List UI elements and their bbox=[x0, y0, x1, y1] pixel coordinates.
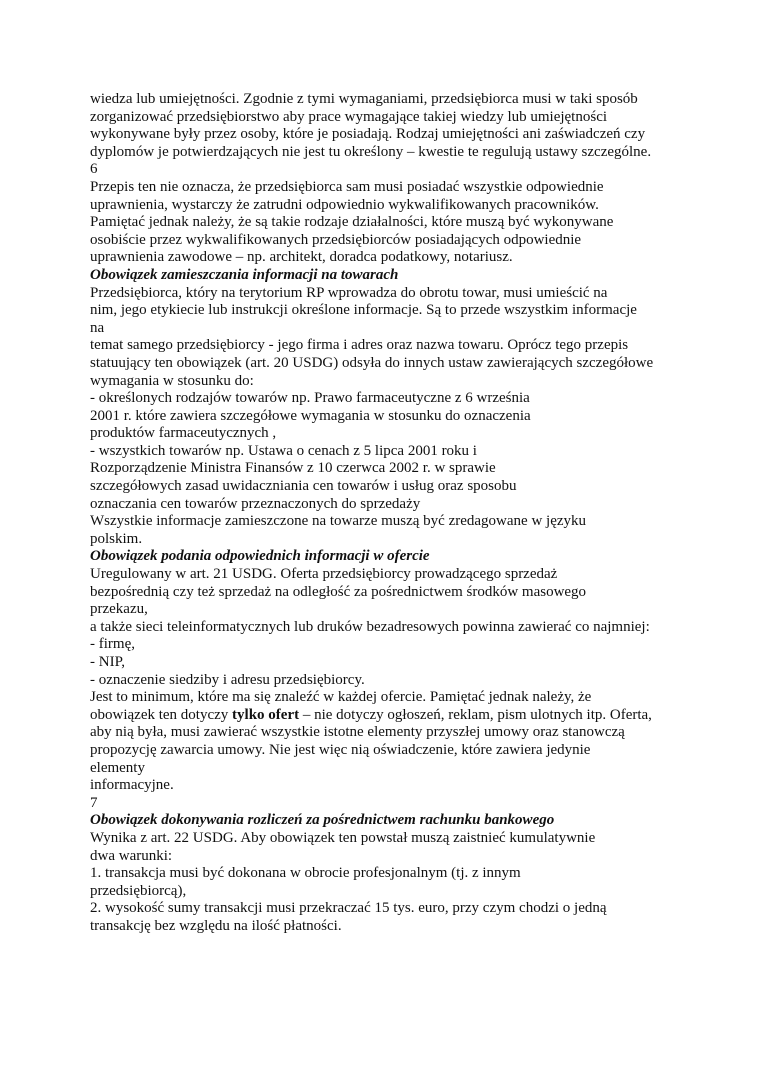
text-segment: – nie dotyczy ogłoszeń, reklam, pism ulotnych itp. Oferta, bbox=[299, 706, 652, 723]
text-line: Pamiętać jednak należy, że są takie rodzaje działalności, które muszą być wykonywane bbox=[90, 214, 614, 231]
text-line: oznaczania cen towarów przeznaczonych do sprzedaży bbox=[90, 495, 421, 512]
text-line: statuujący ten obowiązek (art. 20 USDG) odsyła do innych ustaw zawierających szczegółowe bbox=[90, 354, 654, 371]
section-heading-goods-information: Obowiązek zamieszczania informacji na towarach bbox=[90, 266, 399, 283]
list-item: - firmę, bbox=[90, 636, 135, 653]
text-line: uprawnienia, wystarczy że zatrudni odpowiednio wykwalifikowanych pracowników. bbox=[90, 196, 599, 213]
text-line-with-emphasis bbox=[90, 707, 690, 725]
text-line: szczegółowych zasad uwidaczniania cen towarów i usług oraz sposobu bbox=[90, 478, 517, 495]
text-line: Przepis ten nie oznacza, że przedsiębiorca sam musi posiadać wszystkie odpowiednie bbox=[90, 178, 604, 195]
text-line: elementy bbox=[90, 759, 145, 776]
text-line: Uregulowany w art. 21 USDG. Oferta przedsiębiorcy prowadzącego sprzedaż bbox=[90, 566, 558, 583]
text-line: 2001 r. które zawiera szczegółowe wymagania w stosunku do oznaczenia bbox=[90, 407, 531, 424]
emphasis-only-offers: tylko ofert bbox=[232, 706, 300, 723]
section-heading-bank-settlements: Obowiązek dokonywania rozliczeń za pośrednictwem rachunku bankowego bbox=[90, 812, 555, 829]
section-heading-offer-information: Obowiązek podania odpowiednich informacji w ofercie bbox=[90, 548, 430, 565]
text-line: temat samego przedsiębiorcy - jego firma i adres oraz nazwa towaru. Oprócz tego przepis bbox=[90, 337, 629, 354]
text-line: Przedsiębiorca, który na terytorium RP wprowadza do obrotu towar, musi umieścić na bbox=[90, 284, 608, 301]
text-line: Jest to minimum, które ma się znaleźć w każdej ofercie. Pamiętać jednak należy, że bbox=[90, 689, 592, 706]
text-line: Wynika z art. 22 USDG. Aby obowiązek ten powstał muszą zaistnieć kumulatywnie bbox=[90, 829, 596, 846]
list-item: 1. transakcja musi być dokonana w obrocie profesjonalnym (tj. z innym bbox=[90, 865, 521, 882]
text-line: przedsiębiorcą), bbox=[90, 882, 187, 899]
document-body bbox=[90, 91, 690, 936]
text-line: informacyjne. bbox=[90, 777, 174, 794]
text-line: przekazu, bbox=[90, 601, 148, 618]
text-segment: obowiązek ten dotyczy bbox=[90, 706, 233, 723]
list-item: - określonych rodzajów towarów np. Prawo farmaceutyczne z 6 września bbox=[90, 390, 530, 407]
list-item: - NIP, bbox=[90, 654, 126, 670]
text-line: uprawnienia zawodowe – np. architekt, doradca podatkowy, notariusz. bbox=[90, 249, 513, 266]
page-number: 6 bbox=[90, 161, 98, 178]
text-line: Rozporządzenie Ministra Finansów z 10 czerwca 2002 r. w sprawie bbox=[90, 460, 496, 477]
text-line: a także sieci teleinformatycznych lub druków bezadresowych powinna zawierać co najmniej: bbox=[90, 618, 650, 635]
text-line: na bbox=[90, 319, 105, 336]
text-line: dyplomów je potwierdzających nie jest tu określony – kwestie te regulują ustawy szczególne. bbox=[90, 143, 652, 160]
list-item: 2. wysokość sumy transakcji musi przekraczać 15 tys. euro, przy czym chodzi o jedną bbox=[90, 900, 607, 917]
text-line: dwa warunki: bbox=[90, 847, 173, 864]
text-line: wykonywane były przez osoby, które je posiadają. Rodzaj umiejętności ani zaświadczeń czy bbox=[90, 126, 646, 143]
text-line: Wszystkie informacje zamieszczone na towarze muszą być zredagowane w języku bbox=[90, 513, 587, 530]
text-line: bezpośrednią czy też sprzedaż na odległość za pośrednictwem środków masowego bbox=[90, 583, 587, 600]
list-item: - oznaczenie siedziby i adresu przedsiębiorcy. bbox=[90, 671, 365, 688]
text-line: zorganizować przedsiębiorstwo aby prace wymagające takiej wiedzy lub umiejętności bbox=[90, 108, 608, 125]
text-line: wiedza lub umiejętności. Zgodnie z tymi wymaganiami, przedsiębiorca musi w taki sposób bbox=[90, 91, 638, 107]
text-line: osobiście przez wykwalifikowanych przedsiębiorców posiadających odpowiednie bbox=[90, 231, 582, 248]
text-line: wymagania w stosunku do: bbox=[90, 372, 254, 389]
list-item: - wszystkich towarów np. Ustawa o cenach z 5 lipca 2001 roku i bbox=[90, 442, 477, 459]
text-line: produktów farmaceutycznych , bbox=[90, 425, 277, 442]
page-number: 7 bbox=[90, 794, 98, 811]
text-line: polskim. bbox=[90, 530, 143, 547]
text-line: transakcję bez względu na ilość płatności. bbox=[90, 917, 342, 934]
text-line: aby nią była, musi zawierać wszystkie istotne elementy przyszłej umowy oraz stanowczą bbox=[90, 724, 625, 741]
text-line: propozycję zawarcia umowy. Nie jest więc nią oświadczenie, które zawiera jedynie bbox=[90, 741, 591, 758]
text-line: nim, jego etykiecie lub instrukcji określone informacje. Są to przede wszystkim informacje bbox=[90, 302, 637, 319]
